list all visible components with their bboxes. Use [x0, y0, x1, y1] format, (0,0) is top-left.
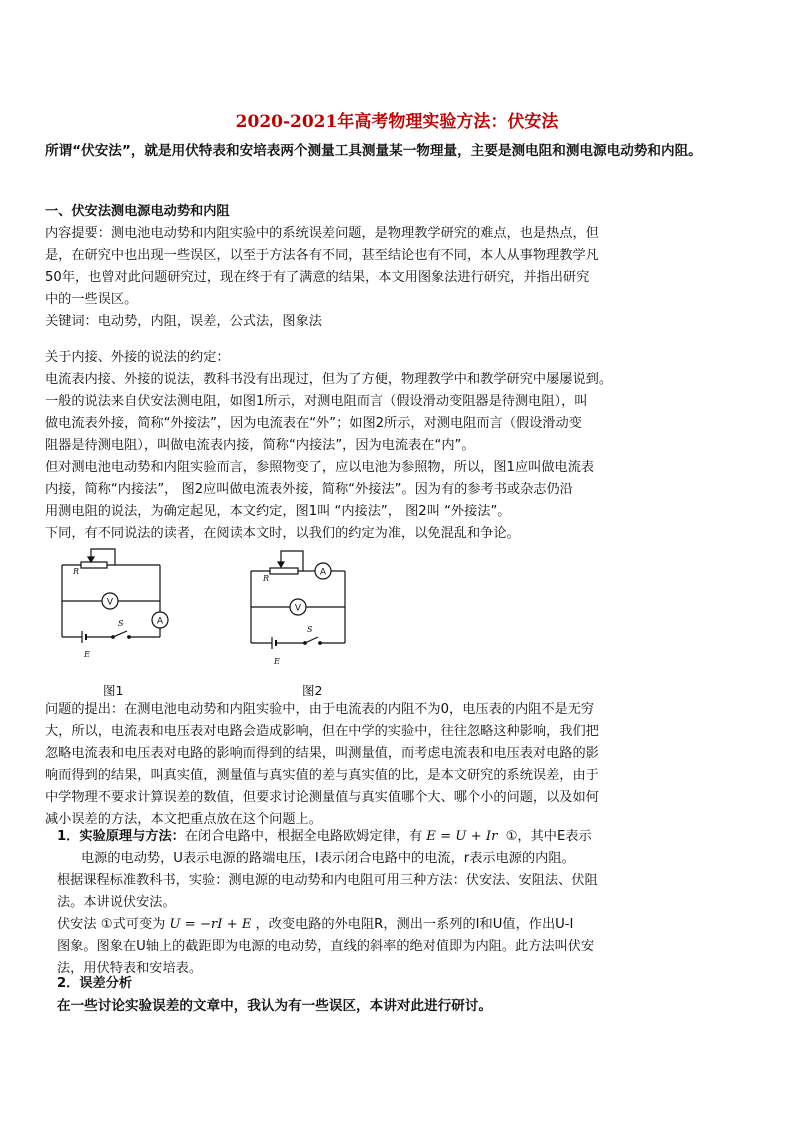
battery-label: E — [84, 650, 90, 659]
circuit-diagram-fig1 — [55, 545, 185, 665]
switch-label: S — [118, 619, 124, 628]
text-line: 做电流表外接，简称“外接法”，因为电流表在“外”；如图2所示，对测电阻而言（假设滑动变 — [45, 416, 582, 431]
figure-caption: 图1 — [103, 683, 124, 698]
item1-paragraph2 — [57, 870, 747, 914]
figure-caption: 图2 — [302, 683, 323, 698]
ammeter-label: A — [156, 616, 164, 627]
text-line: 是，在研究中也出现一些误区，以至于方法各有不同，甚至结论也有不同，本人从事物理教学凡 — [45, 248, 599, 263]
text-line — [57, 914, 747, 936]
text-span: ，改变电路的外电阻R，测出一系列的I和U值，作出U-I — [255, 917, 574, 932]
text-line: 法。本讲说伏安法。 — [57, 895, 176, 910]
text-line: 忽略电流表和电压表对电路的影响而得到的结果，叫测量值，而考虑电流表和电压表对电路的影 — [45, 746, 599, 761]
abstract-paragraph — [45, 223, 750, 333]
rheostat-label: R — [73, 567, 80, 576]
keywords-line: 关键词：电动势，内阻，误差，公式法，图象法 — [45, 314, 322, 329]
voltmeter-label: V — [294, 603, 302, 614]
voltmeter-label: V — [106, 597, 114, 608]
battery-label: E — [274, 657, 280, 665]
document-title: 2020-2021年高考物理实验方法：伏安法 — [235, 112, 559, 132]
formula-1: E = U + Ir — [426, 829, 498, 844]
text-line: 大，所以，电流表和电压表对电路会造成影响，但在中学的实验中，往往忽略这种影响，我们把 — [45, 724, 599, 739]
text-span: ①，其中E表示 — [501, 829, 592, 844]
text-line: 用测电阻的说法，为确定起见，本文约定，图1叫 “内接法”， 图2叫 “外接法”。 — [45, 504, 511, 519]
text-span: 伏安法 ①式可变为 — [57, 917, 166, 932]
item1-principle — [57, 826, 747, 870]
text-line: 图象。图象在U轴上的截距即为电源的电动势，直线的斜率的绝对值即为内阻。此方法叫伏安 — [57, 939, 595, 954]
switch-label: S — [307, 625, 313, 634]
convention-paragraph — [45, 347, 750, 545]
circuit-diagram-fig2 — [245, 545, 365, 665]
item1-label: 1．实验原理与方法： — [57, 829, 185, 844]
text-line: 一般的说法来自伏安法测电阻，如图1所示，对测电阻而言（假设滑动变阻器是待测电阻），叫 — [45, 394, 588, 409]
text-line: 法，用伏特表和安培表。 — [57, 961, 203, 976]
text-line: 电流表内接、外接的说法，教科书没有出现过，但为了方便，物理教学中和教学研究中屡屡说到。 — [45, 372, 613, 387]
text-line: 响而得到的结果，叫真实值，测量值与真实值的差与真实值的比，是本文研究的系统误差，由于 — [45, 768, 599, 783]
text-span: 在闭合电路中，根据全电路欧姆定律，有 — [184, 829, 423, 844]
text-line: 但对测电池电动势和内阻实验而言，参照物变了，应以电池为参照物，所以，图1应叫做电流表 — [45, 460, 595, 475]
rheostat-label: R — [263, 574, 270, 583]
section-heading: 一、伏安法测电源电动势和内阻 — [45, 204, 230, 219]
text-line: 内容提要：测电池电动势和内阻实验中的系统误差问题，是物理教学研究的难点，也是热点，但 — [45, 226, 599, 241]
formula-2: U = −rI + E — [169, 917, 252, 932]
intro-paragraph: 所谓“伏安法”，就是用伏特表和安培表两个测量工具测量某一物理量，主要是测电阻和测电源电动势和内阻。 — [45, 143, 702, 159]
text-line: 关于内接、外接的说法的约定： — [45, 350, 230, 365]
item2-paragraph: 在一些讨论实验误差的文章中，我认为有一些误区，本讲对此进行研讨。 — [57, 998, 492, 1014]
ammeter-label: A — [319, 567, 327, 578]
text-line: 50年，也曾对此问题研究过，现在终于有了满意的结果，本文用图象法进行研究，并指出研究 — [45, 270, 590, 285]
text-line: 中的一些误区。 — [45, 292, 138, 307]
text-line: 内接，简称“内接法”， 图2应叫做电流表外接，简称“外接法”。因为有的参考书或杂志仍沿 — [45, 482, 573, 497]
text-line: 下同，有不同说法的读者，在阅读本文时，以我们的约定为准，以免混乱和争论。 — [45, 526, 520, 541]
problem-paragraph — [45, 699, 750, 831]
text-line — [57, 826, 747, 848]
item2-label: 2．误差分析 — [57, 976, 133, 991]
item1-paragraph3 — [57, 914, 747, 980]
text-line: 问题的提出：在测电池电动势和内阻实验中，由于电流表的内阻不为0，电压表的内阻不是无穷 — [45, 702, 595, 717]
text-line: 减小误差的方法，本文把重点放在这个问题上。 — [45, 812, 322, 827]
text-line: 阻器是待测电阻），叫做电流表内接，简称“内接法”，因为电流表在“内”。 — [45, 438, 475, 453]
text-line: 电源的电动势，U表示电源的路端电压，I表示闭合电路中的电流，r表示电源的内阻。 — [81, 851, 575, 866]
text-line: 根据课程标准教科书，实验：测电源的电动势和内电阻可用三种方法：伏安法、安阻法、伏阻 — [57, 873, 598, 888]
text-line: 中学物理不要求计算误差的数值，但要求讨论测量值与真实值哪个大、哪个小的问题，以及如何 — [45, 790, 599, 805]
